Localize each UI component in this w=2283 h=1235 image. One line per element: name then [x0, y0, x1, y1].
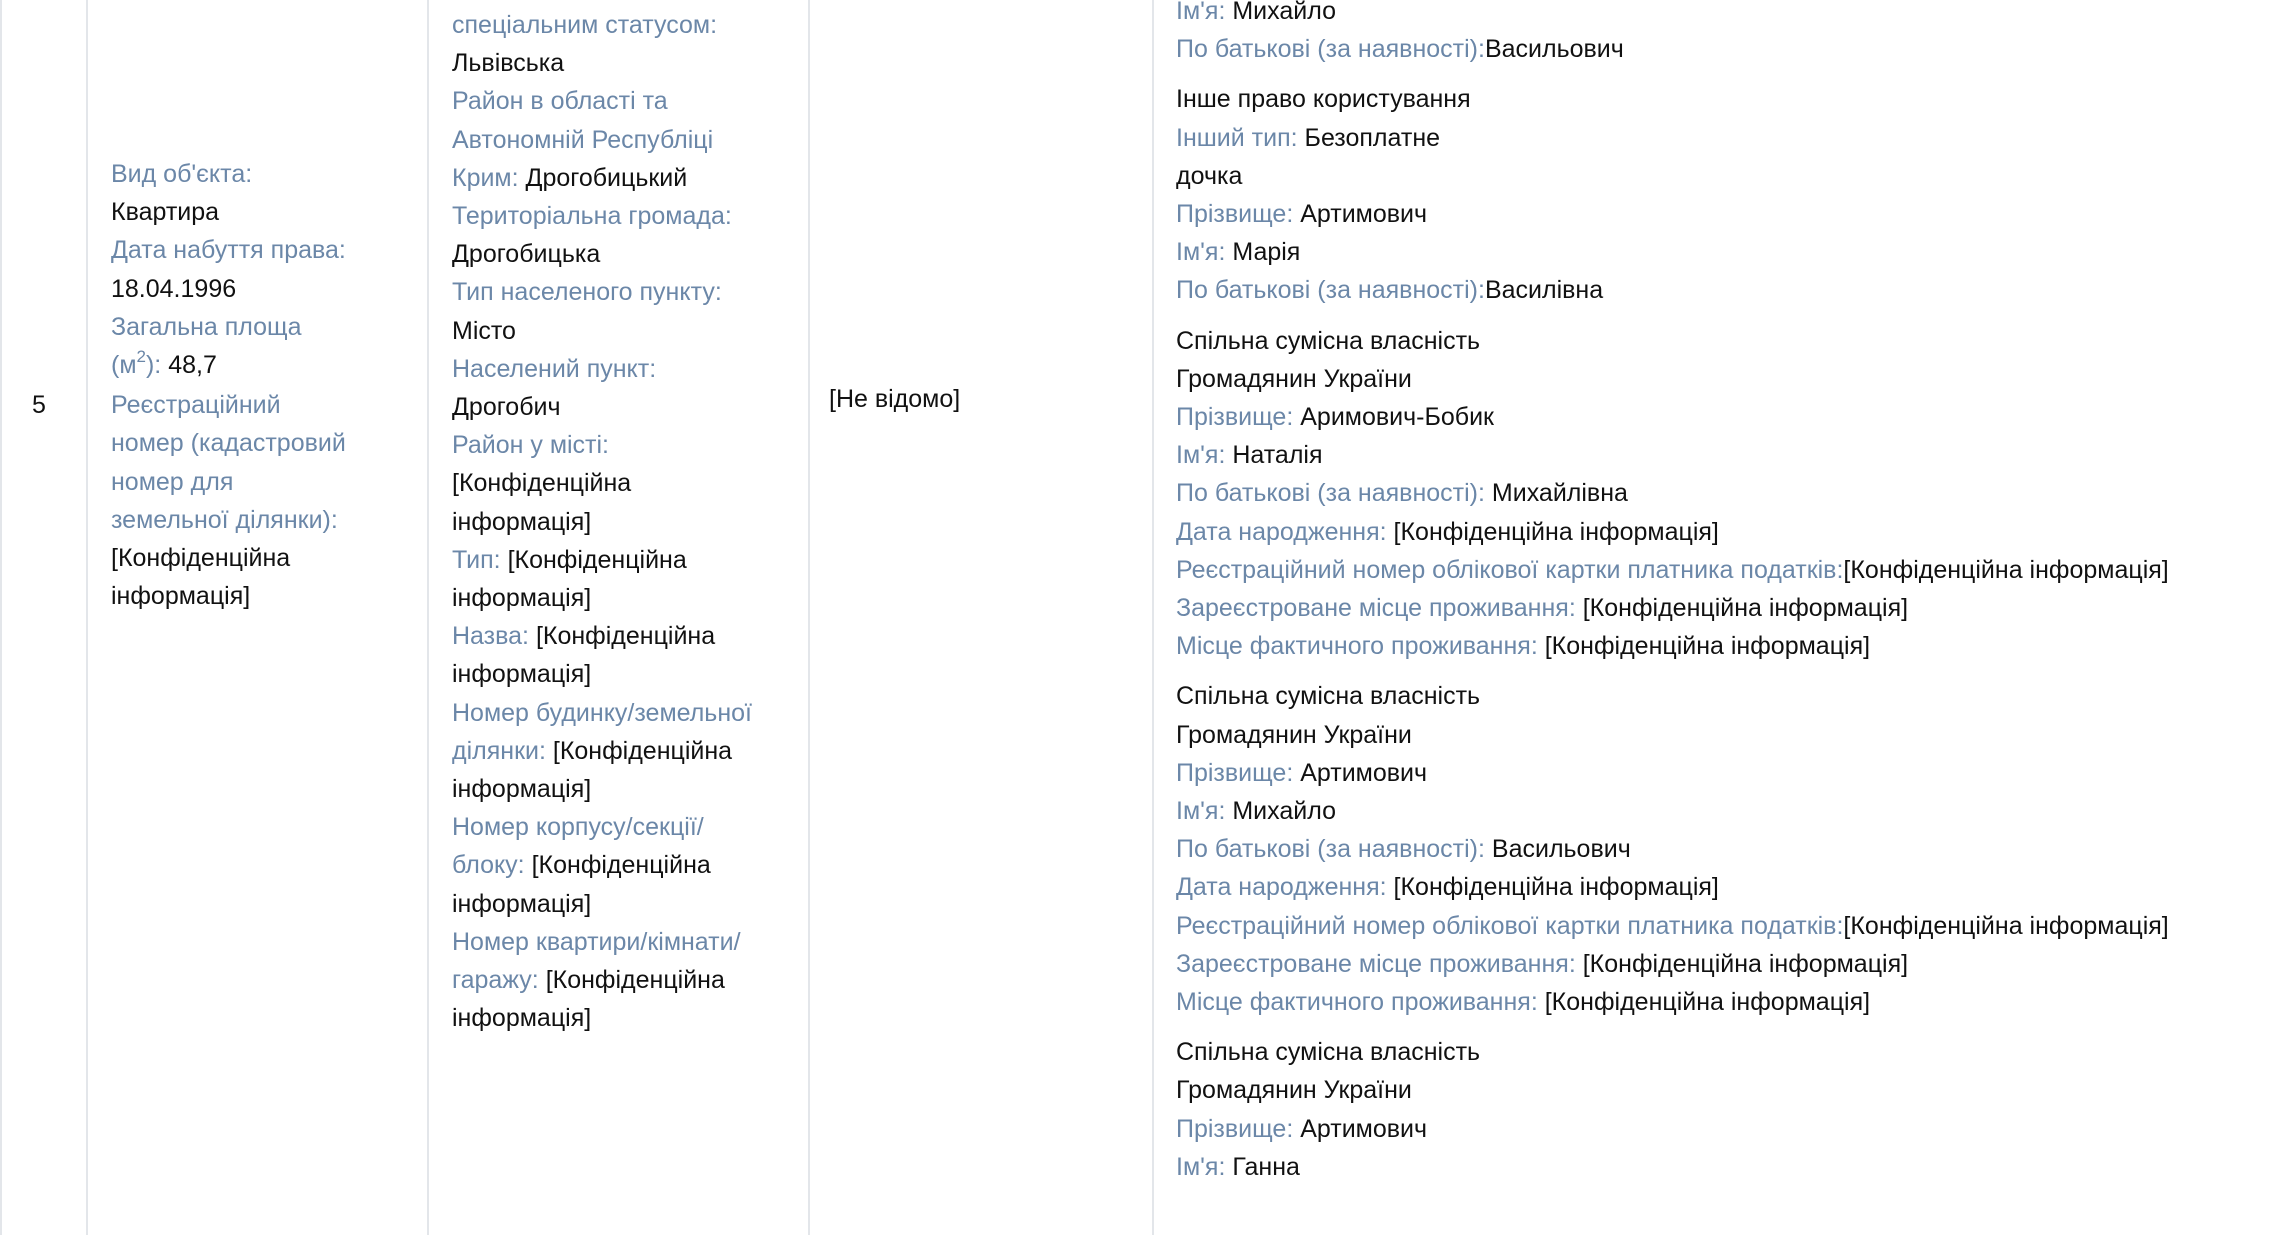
birth-date-label: Дата народження:: [1176, 517, 1387, 546]
street-name-value-cont: інформація]: [452, 660, 592, 689]
house-value: [Конфіденційна: [552, 736, 733, 765]
person-block: [1176, 322, 2276, 666]
name-line: [452, 617, 802, 655]
right-type: Інше право користування: [1176, 85, 1471, 114]
surname-value: Аримович-Бобик: [1300, 403, 1494, 432]
block-label-end: блоку:: [452, 851, 525, 880]
community-label: Територіальна громада:: [452, 202, 732, 231]
settlement-label: Населений пункт:: [452, 354, 657, 383]
name-label: Ім'я:: [1176, 797, 1226, 826]
reg-number-label-3: номер для: [111, 467, 234, 496]
street-name-value: [Конфіденційна: [535, 622, 716, 651]
house-line: [452, 732, 802, 770]
house-label-end: ділянки:: [452, 736, 546, 765]
name-label: Ім'я:: [1176, 1152, 1226, 1181]
patronymic-value: Василівна: [1484, 276, 1604, 305]
person-block: [1176, 0, 2276, 68]
apartment-label-end: гаражу:: [452, 966, 539, 995]
name-label: Ім'я:: [1176, 238, 1226, 267]
patronymic-label: По батькові (за наявності):: [1176, 479, 1485, 508]
community-value: Дрогобицька: [452, 240, 601, 269]
name-label: Ім'я:: [1176, 441, 1226, 470]
reg-number-label-4: земельної ділянки):: [111, 505, 338, 534]
apartment-label: Номер квартири/кімнати/: [452, 927, 741, 956]
name-value: Михайло: [1232, 797, 1336, 826]
district-line: [452, 159, 802, 197]
apartment-value: [Конфіденційна: [545, 966, 725, 995]
patronymic-value: Васильович: [1484, 35, 1624, 64]
birth-date-label: Дата народження:: [1176, 873, 1387, 902]
object-info-cell: [111, 155, 411, 615]
actual-address-label: Місце фактичного проживання:: [1176, 988, 1538, 1017]
apartment-value-cont: інформація]: [452, 1004, 592, 1033]
column-divider: [86, 0, 88, 1235]
actual-address-label: Місце фактичного проживання:: [1176, 632, 1538, 661]
district-label-1: Район в області та: [452, 87, 668, 116]
status-value: Львівська: [452, 49, 565, 78]
registered-address-label: Зареєстроване місце проживання:: [1176, 949, 1576, 978]
name-value: Наталія: [1232, 441, 1323, 470]
name-value: Ганна: [1232, 1152, 1300, 1181]
surname-label: Прізвище:: [1176, 403, 1294, 432]
district-label-end: Крим:: [452, 163, 519, 192]
type-line: [452, 541, 802, 579]
column-divider: [1152, 0, 1154, 1235]
column-divider: [808, 0, 810, 1235]
district-label-2: Автономній Республіці: [452, 125, 714, 154]
apartment-line: [452, 961, 802, 999]
type-value-cont: інформація]: [452, 584, 592, 613]
settlement-value: Дрогобич: [452, 393, 561, 422]
registered-address-value: [Конфіденційна інформація]: [1582, 949, 1909, 978]
surname-value: Артимович: [1300, 758, 1428, 787]
unknown-value: [Не відомо]: [829, 385, 961, 413]
object-type-value: Квартира: [111, 198, 220, 227]
other-type-label: Інший тип:: [1176, 123, 1298, 152]
address-cell: [452, 6, 802, 1037]
registered-address-value: [Конфіденційна інформація]: [1582, 594, 1909, 623]
object-type-label: Вид об'єкта:: [111, 160, 253, 188]
patronymic-label: По батькові (за наявності):: [1176, 835, 1485, 864]
area-line: [111, 346, 411, 384]
tax-number-label: Реєстраційний номер облікової картки платника податків:: [1176, 911, 1844, 940]
rights-holders-cell: [1176, 0, 2276, 1186]
city-district-value-2: інформація]: [452, 507, 592, 536]
settlement-type-value: Місто: [452, 316, 516, 345]
type-value: [Конфіденційна: [507, 545, 687, 574]
citizenship: Громадянин України: [1176, 364, 1412, 393]
reg-number-label-2: номер (кадастровий: [111, 429, 346, 458]
actual-address-value: [Конфіденційна інформація]: [1544, 632, 1871, 661]
other-type-value-cont: дочка: [1176, 161, 1243, 190]
area-label-sup: 2: [136, 346, 146, 366]
column-divider: [427, 0, 429, 1235]
district-value: Дрогобицький: [525, 163, 688, 192]
status-label: спеціальним статусом:: [452, 11, 718, 39]
street-name-label: Назва:: [452, 622, 529, 651]
area-value: 48,7: [168, 351, 217, 380]
area-label: Загальна площа: [111, 312, 302, 341]
tax-number-value: [Конфіденційна інформація]: [1843, 555, 2169, 584]
block-label: Номер корпусу/секції/: [452, 813, 704, 842]
birth-date-value: [Конфіденційна інформація]: [1393, 873, 1719, 902]
patronymic-label: По батькові (за наявності):: [1176, 276, 1485, 305]
row-number: 5: [32, 391, 46, 419]
person-block: [1176, 1033, 2276, 1186]
tax-number-value: [Конфіденційна інформація]: [1843, 911, 2169, 940]
patronymic-label: По батькові (за наявності):: [1176, 35, 1485, 64]
block-value-cont: інформація]: [452, 889, 592, 918]
block-value: [Конфіденційна: [531, 851, 711, 880]
area-label-end: ):: [145, 351, 162, 380]
surname-label: Прізвище:: [1176, 1114, 1294, 1143]
city-district-label: Район у місті:: [452, 431, 610, 460]
name-value: Марія: [1232, 238, 1301, 267]
patronymic-value: Михайлівна: [1491, 479, 1628, 508]
house-label: Номер будинку/земельної: [452, 698, 752, 727]
acquisition-date-value: 18.04.1996: [111, 274, 237, 303]
tax-number-label: Реєстраційний номер облікової картки платника податків:: [1176, 555, 1844, 584]
patronymic-value: Васильович: [1491, 835, 1631, 864]
actual-address-value: [Конфіденційна інформація]: [1544, 988, 1871, 1017]
name-value: Михайло: [1232, 0, 1336, 25]
surname-label: Прізвище:: [1176, 758, 1294, 787]
area-label-unit: (м: [111, 351, 137, 380]
type-label: Тип:: [452, 545, 501, 574]
surname-value: Артимович: [1300, 200, 1428, 229]
citizenship: Громадянин України: [1176, 720, 1412, 749]
person-block: [1176, 80, 2276, 309]
registered-address-label: Зареєстроване місце проживання:: [1176, 594, 1576, 623]
column-divider: [0, 0, 2, 1235]
birth-date-value: [Конфіденційна інформація]: [1393, 517, 1719, 546]
reg-number-value-1: [Конфіденційна: [111, 544, 291, 573]
right-type: Спільна сумісна власність: [1176, 1038, 1481, 1067]
citizenship: Громадянин України: [1176, 1076, 1412, 1105]
name-label: Ім'я:: [1176, 0, 1226, 25]
other-type-value: Безоплатне: [1304, 123, 1441, 152]
house-value-cont: інформація]: [452, 775, 592, 804]
reg-number-value-2: інформація]: [111, 582, 251, 611]
right-type: Спільна сумісна власність: [1176, 682, 1481, 711]
reg-number-label-1: Реєстраційний: [111, 391, 281, 420]
acquisition-date-label: Дата набуття права:: [111, 236, 346, 265]
right-type: Спільна сумісна власність: [1176, 326, 1481, 355]
block-line: [452, 846, 802, 884]
surname-value: Артимович: [1300, 1114, 1428, 1143]
person-block: [1176, 677, 2276, 1021]
city-district-value-1: [Конфіденційна: [452, 469, 632, 498]
surname-label: Прізвище:: [1176, 200, 1294, 229]
settlement-type-label: Тип населеного пункту:: [452, 278, 722, 307]
